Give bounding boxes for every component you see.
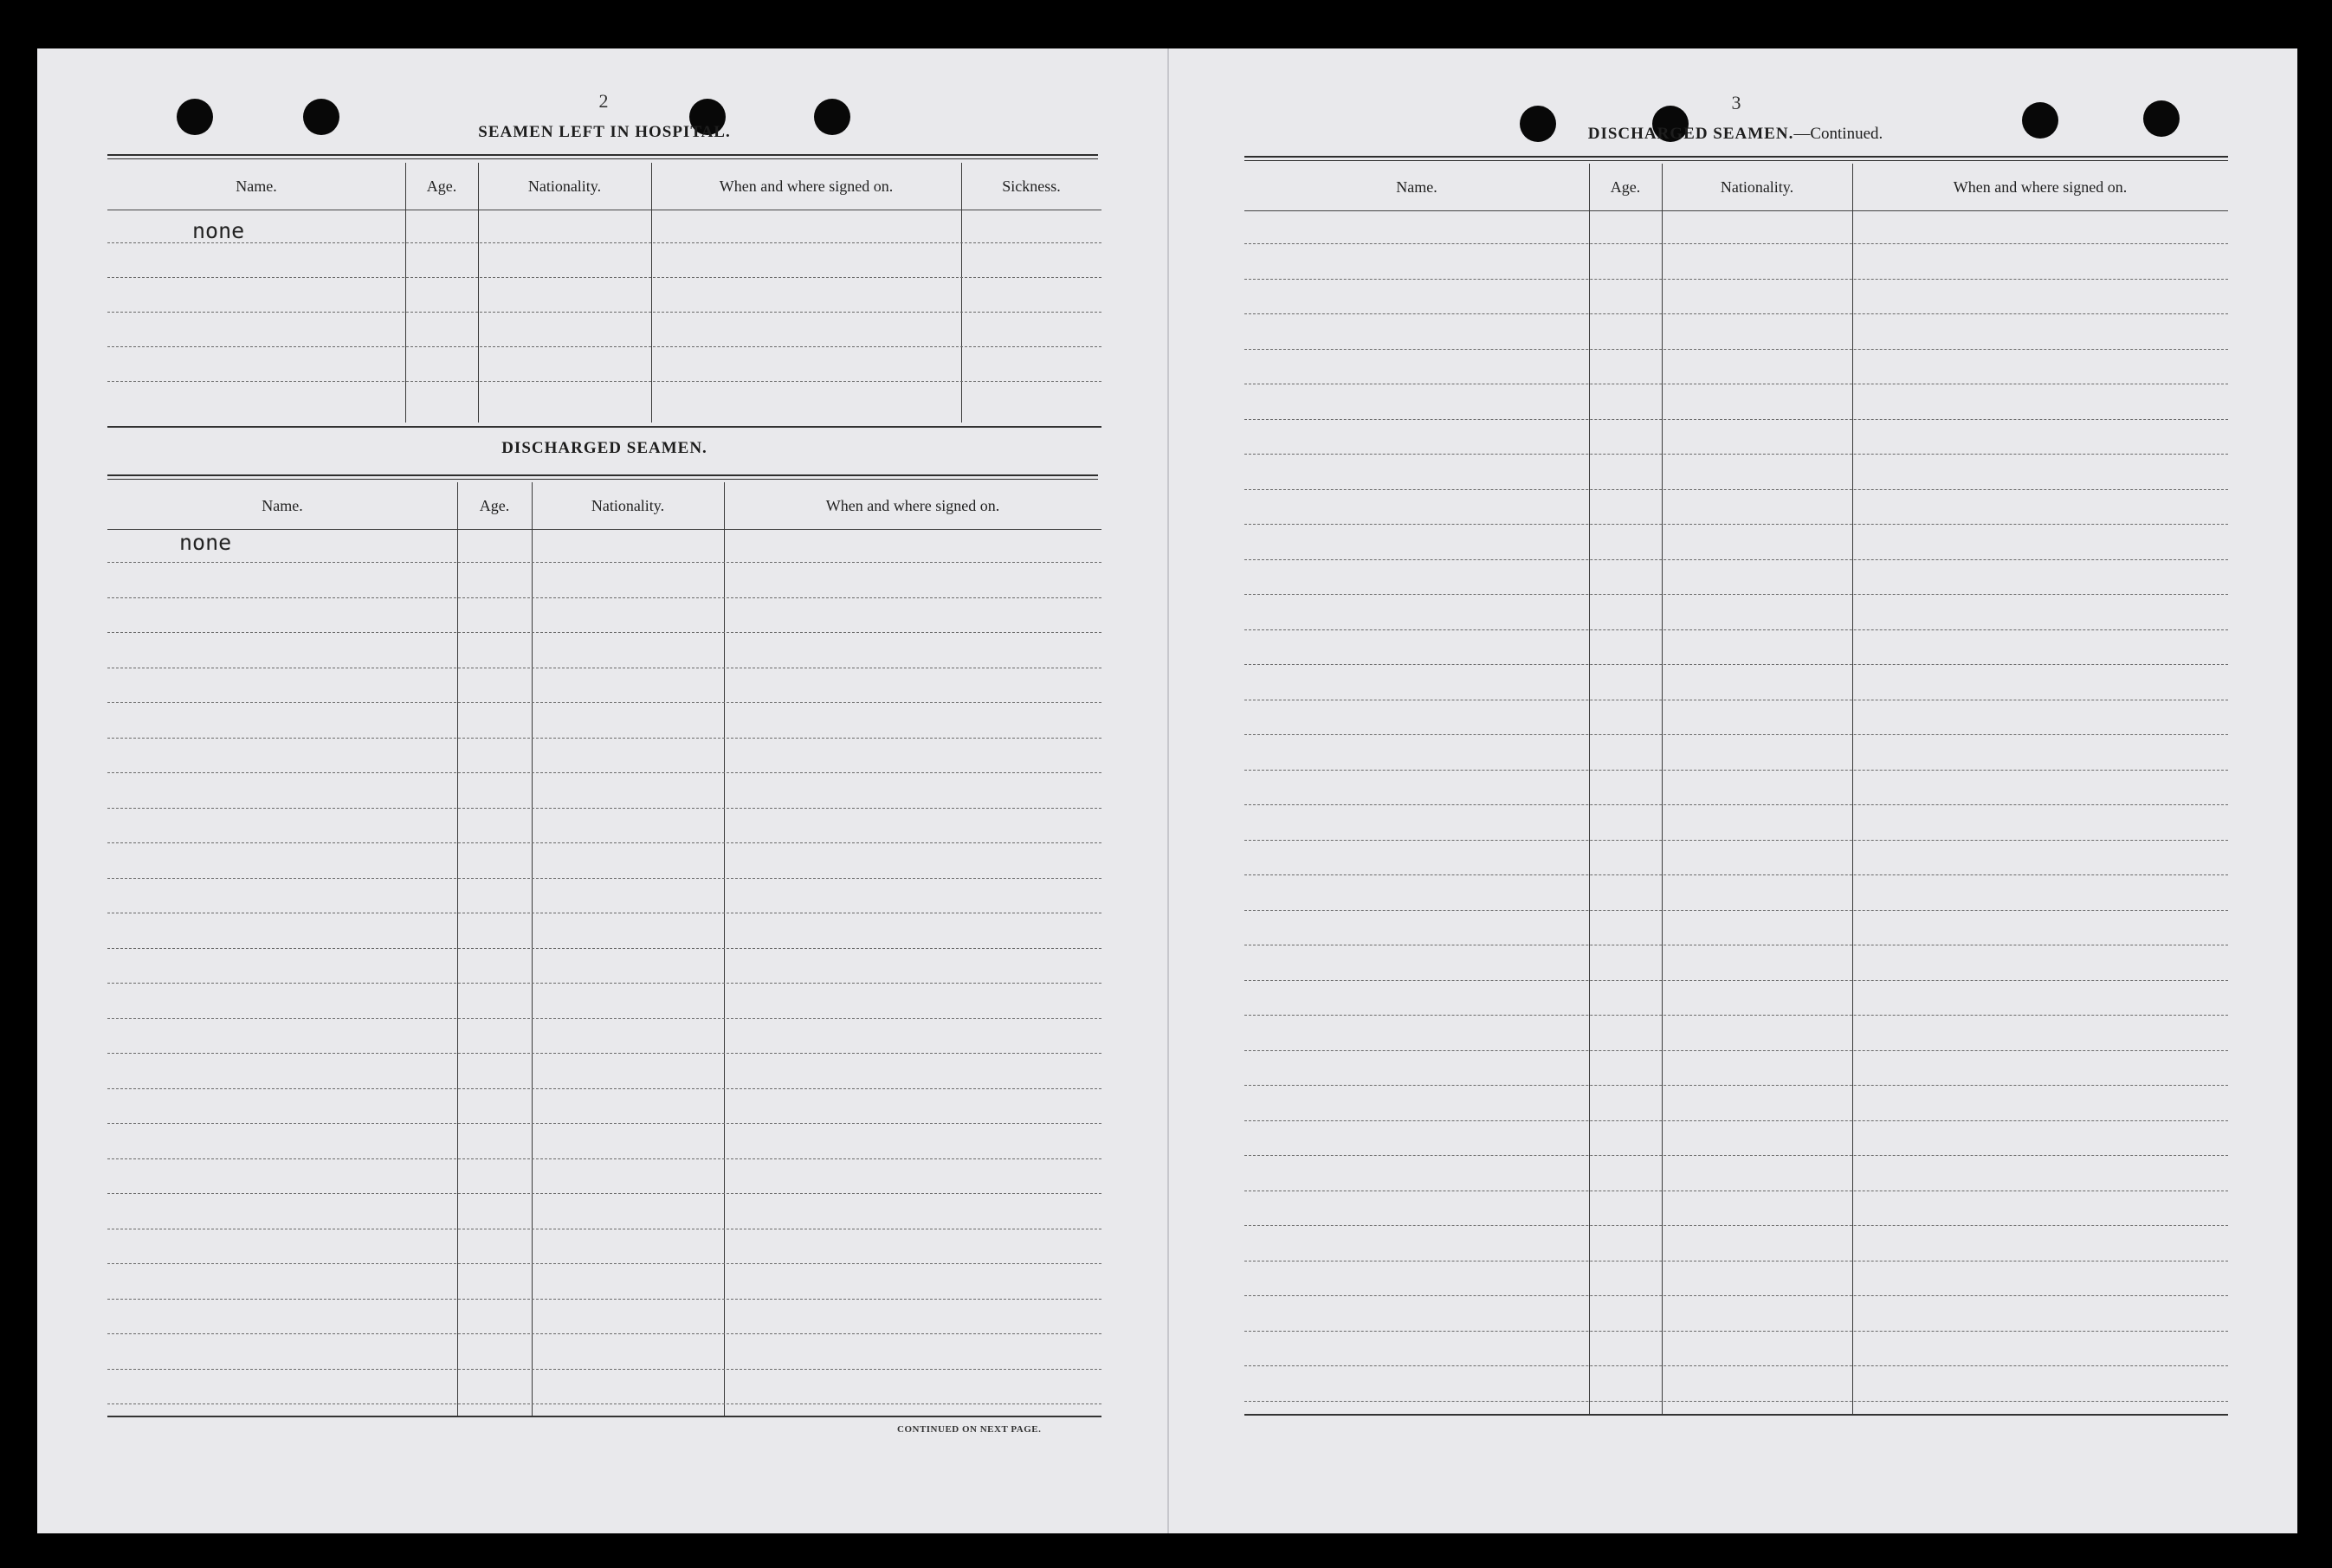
entry-line — [1244, 349, 2228, 350]
page-number-right: 3 — [1731, 92, 1741, 113]
entry-line — [1244, 804, 2228, 805]
entry-line — [107, 1333, 1101, 1334]
entry-line — [1244, 629, 2228, 630]
entry-line — [107, 1403, 1101, 1404]
entry-line — [107, 1369, 1101, 1370]
entry-line — [107, 597, 1101, 598]
table-header — [1244, 164, 2228, 211]
entry-line — [1244, 1155, 2228, 1156]
punch-hole — [814, 99, 850, 135]
column-divider — [1852, 164, 1853, 1414]
entry-line — [1244, 1050, 2228, 1051]
punch-hole — [2143, 100, 2180, 137]
column-header-name: Name. — [1396, 177, 1437, 196]
entry-line — [1244, 559, 2228, 560]
entry-line — [107, 1263, 1101, 1264]
discharged-continued-title-text: DISCHARGED SEAMEN. — [1587, 125, 1794, 143]
entry-line — [107, 242, 1101, 243]
entry-line — [1244, 910, 2228, 911]
column-header-signed-on: When and where signed on. — [1953, 177, 2128, 196]
column-divider — [1589, 164, 1590, 1414]
entry-line — [1244, 1331, 2228, 1332]
entry-line — [107, 1299, 1101, 1300]
page-number-left: 2 — [598, 90, 609, 112]
handwritten-entry: none — [192, 218, 245, 243]
entry-line — [107, 702, 1101, 703]
entry-line — [107, 277, 1101, 278]
column-header-nationality: Nationality. — [527, 177, 602, 195]
punch-hole — [2022, 102, 2058, 139]
entry-line — [1244, 1120, 2228, 1121]
table-bottom-rule — [1244, 1414, 2228, 1416]
column-header-name: Name. — [262, 496, 303, 514]
entry-line — [107, 878, 1101, 879]
entry-line — [1244, 1015, 2228, 1016]
entry-line — [107, 1018, 1101, 1019]
column-header-nationality: Nationality. — [1720, 177, 1794, 196]
entry-line — [107, 1053, 1101, 1054]
entry-line — [1244, 1085, 2228, 1086]
entry-line — [107, 312, 1101, 313]
discharged-continued-title — [1588, 125, 1883, 144]
entry-line — [107, 632, 1101, 633]
entry-line — [1244, 1365, 2228, 1366]
title-rule — [1244, 156, 2228, 161]
column-divider — [1662, 164, 1663, 1414]
title-rule — [107, 474, 1098, 480]
entry-line — [1244, 1225, 2228, 1226]
table-bottom-rule — [107, 1416, 1101, 1417]
entry-line — [107, 808, 1101, 809]
entry-line — [1244, 664, 2228, 665]
continued-suffix: —Continued. — [1793, 125, 1883, 143]
column-header-age: Age. — [426, 177, 457, 195]
entry-line — [1244, 243, 2228, 244]
entry-line — [1244, 1295, 2228, 1296]
table-bottom-rule — [107, 426, 1101, 428]
entry-line — [1244, 874, 2228, 875]
entry-line — [1244, 594, 2228, 595]
discharged-continued-table — [1244, 164, 2228, 1414]
entry-line — [107, 983, 1101, 984]
entry-line — [107, 842, 1101, 843]
table-header — [107, 163, 1101, 210]
punch-hole — [1520, 106, 1556, 142]
column-divider — [405, 163, 406, 423]
column-header-name: Name. — [236, 177, 277, 195]
column-header-sickness: Sickness. — [1002, 177, 1061, 195]
entry-line — [1244, 734, 2228, 735]
entry-line — [107, 1088, 1101, 1089]
entry-line — [107, 346, 1101, 347]
entry-line — [107, 1123, 1101, 1124]
column-header-age: Age. — [479, 496, 510, 514]
entry-line — [1244, 840, 2228, 841]
column-header-signed-on: When and where signed on. — [719, 177, 894, 195]
entry-line — [107, 948, 1101, 949]
page-fold — [1167, 48, 1169, 1533]
hospital-section-title: SEAMEN LEFT IN HOSPITAL. — [478, 123, 731, 141]
column-divider — [724, 482, 725, 1416]
column-divider — [457, 482, 458, 1416]
discharged-table — [107, 482, 1101, 1416]
column-divider — [651, 163, 652, 423]
column-header-nationality: Nationality. — [591, 496, 665, 514]
title-rule — [107, 154, 1098, 159]
entry-line — [1244, 419, 2228, 420]
column-divider — [478, 163, 479, 423]
entry-line — [1244, 313, 2228, 314]
entry-line — [1244, 489, 2228, 490]
entry-line — [1244, 1401, 2228, 1402]
table-header — [107, 482, 1101, 530]
continued-footer: CONTINUED ON NEXT PAGE. — [897, 1424, 1042, 1435]
entry-line — [1244, 454, 2228, 455]
entry-line — [1244, 279, 2228, 280]
discharged-section-title: DISCHARGED SEAMEN. — [501, 439, 707, 457]
entry-line — [107, 772, 1101, 773]
entry-line — [107, 1193, 1101, 1194]
column-header-signed-on: When and where signed on. — [825, 496, 1000, 514]
column-divider — [532, 482, 533, 1416]
column-header-age: Age. — [1610, 177, 1641, 196]
punch-hole — [177, 99, 213, 135]
entry-line — [107, 738, 1101, 739]
hospital-table — [107, 163, 1101, 423]
entry-line — [1244, 980, 2228, 981]
entry-line — [107, 1158, 1101, 1159]
entry-line — [1244, 524, 2228, 525]
entry-line — [107, 381, 1101, 382]
entry-line — [1244, 770, 2228, 771]
handwritten-entry: none — [179, 530, 232, 555]
punch-hole — [303, 99, 339, 135]
column-divider — [961, 163, 962, 423]
entry-line — [107, 562, 1101, 563]
